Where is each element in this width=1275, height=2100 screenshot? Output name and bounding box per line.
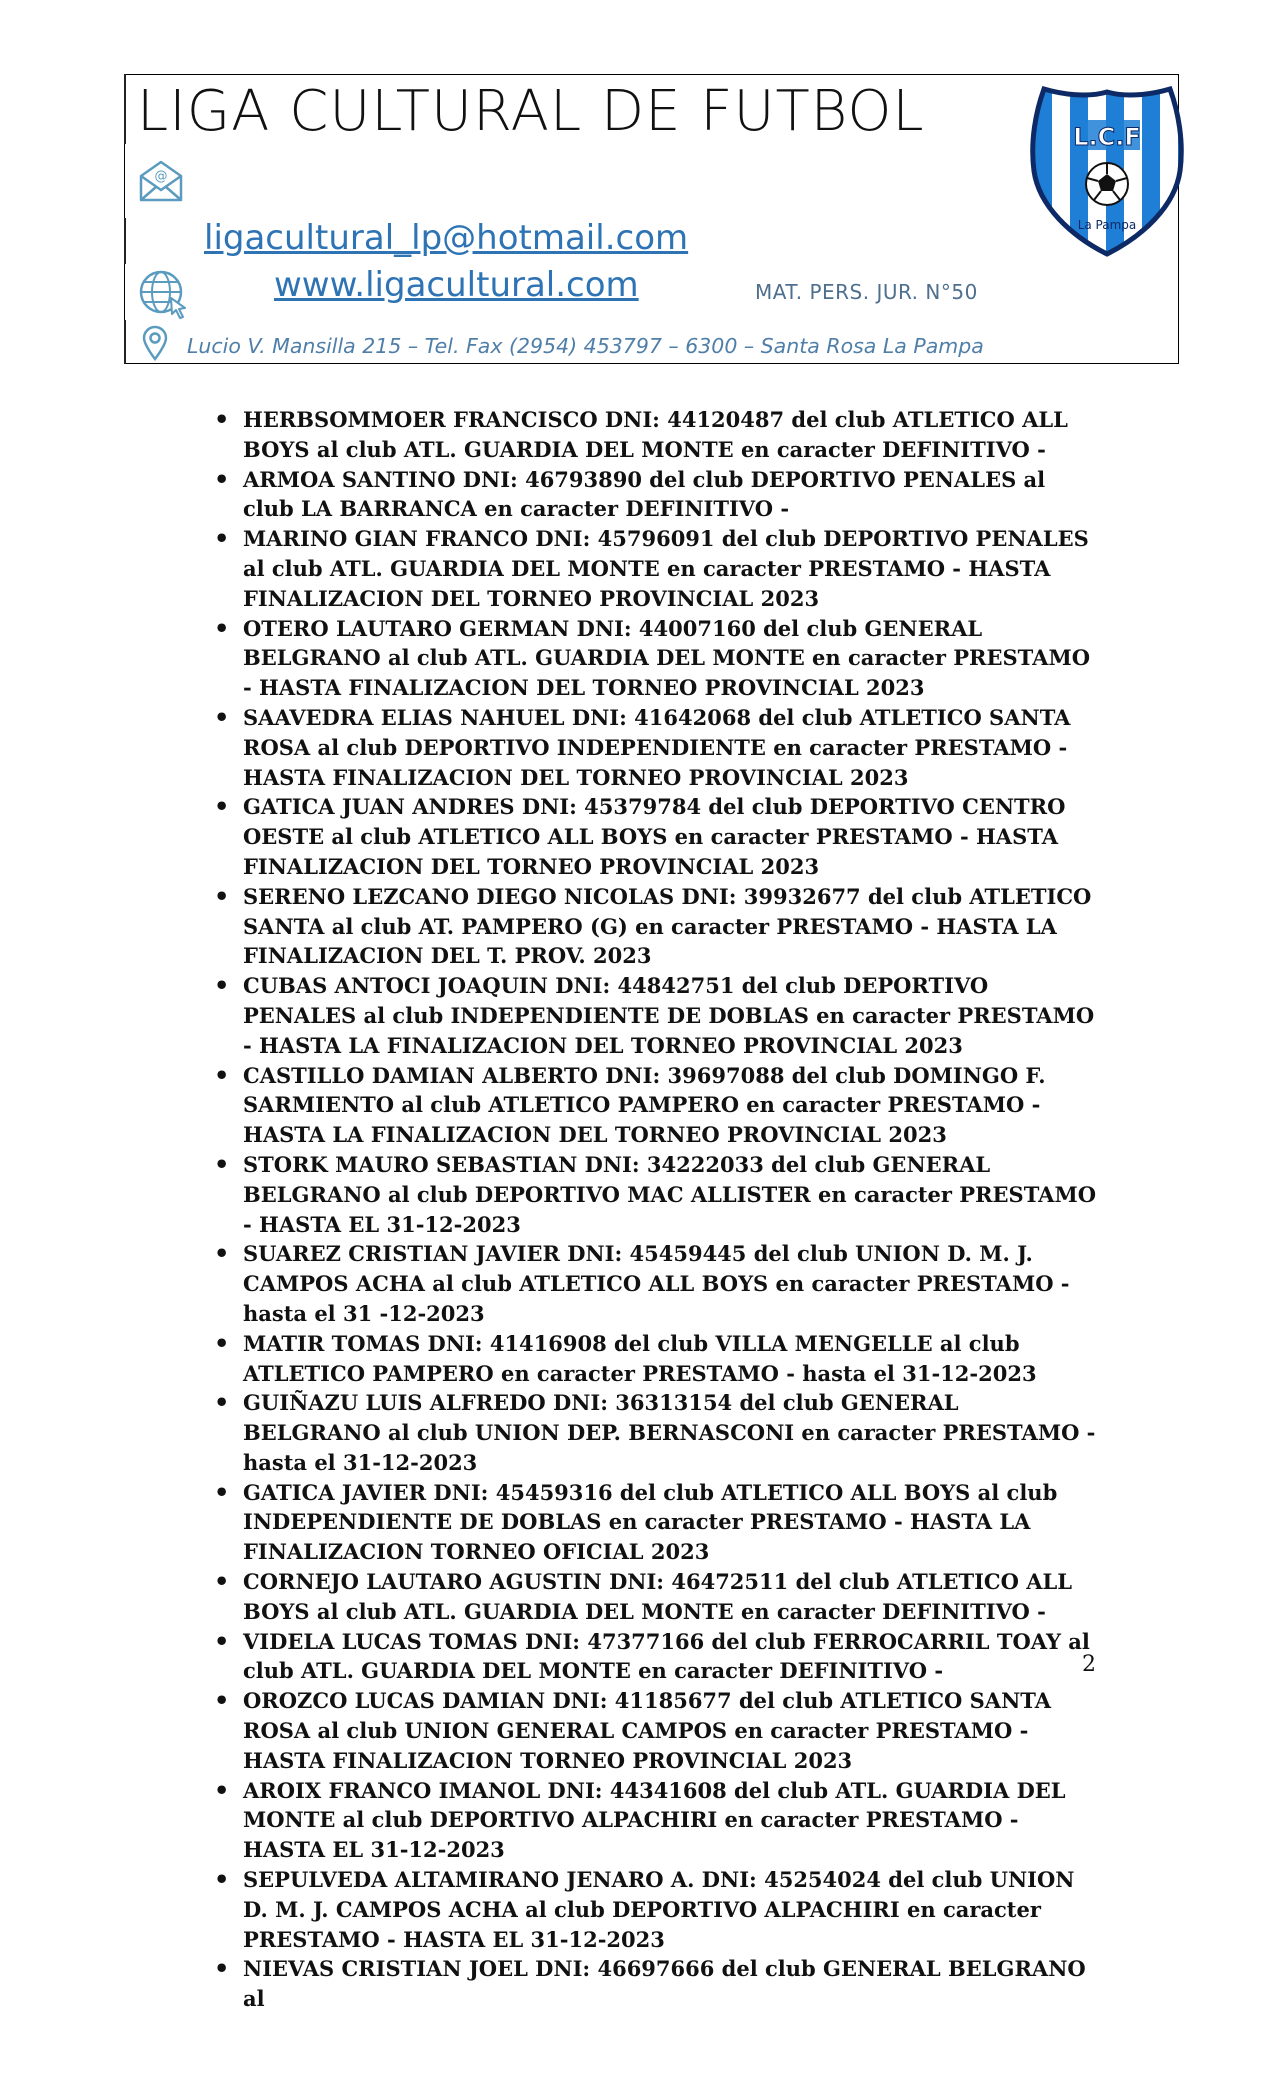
transfer-entry: • NIEVAS CRISTIAN JOEL DNI: 46697666 del club GENERAL BELGRANO al <box>243 1954 1098 2014</box>
transfer-entry: • MARINO GIAN FRANCO DNI: 45796091 del club DEPORTIVO PENALES al club ATL. GUARDIA DEL MONTE en caracter PRESTAMO - HASTA FINALIZACION DEL TORNEO PROVINCIAL 2023 <box>243 524 1098 613</box>
header-divider <box>124 320 126 364</box>
transfer-entry: • CORNEJO LAUTARO AGUSTIN DNI: 46472511 del club ATLETICO ALL BOYS al club ATL. GUARDIA DEL MONTE en caracter DEFINITIVO - <box>243 1567 1098 1627</box>
transfer-entry: • GATICA JAVIER DNI: 45459316 del club ATLETICO ALL BOYS al club INDEPENDIENTE DE DOBLAS en caracter PRESTAMO - HASTA LA FINALIZACION TORNEO OFICIAL 2023 <box>243 1478 1098 1567</box>
transfer-entry: • OROZCO LUCAS DAMIAN DNI: 41185677 del club ATLETICO SANTA ROSA al club UNION GENERAL CAMPOS en caracter PRESTAMO - HASTA FINALIZACION TORNEO PROVINCIAL 2023 <box>243 1686 1098 1775</box>
globe-icon <box>137 268 193 320</box>
transfer-entry: • SUAREZ CRISTIAN JAVIER DNI: 45459445 del club UNION D. M. J. CAMPOS ACHA al club ATLETICO ALL BOYS en caracter PRESTAMO - hasta el 31 -12-2023 <box>243 1239 1098 1328</box>
transfer-list <box>243 405 1098 2014</box>
location-pin-icon <box>141 325 169 361</box>
website-link[interactable]: www.ligacultural.com <box>274 265 639 305</box>
address-line: Lucio V. Mansilla 215 – Tel. Fax (2954) 453797 – 6300 – Santa Rosa La Pampa <box>187 334 984 358</box>
transfer-entry: • GUIÑAZU LUIS ALFREDO DNI: 36313154 del club GENERAL BELGRANO al club UNION DEP. BERNASCONI en caracter PRESTAMO - hasta el 31-12-2023 <box>243 1388 1098 1477</box>
club-shield-logo <box>1026 86 1188 258</box>
registration-number: MAT. PERS. JUR. N°50 <box>755 280 978 304</box>
logo-caption: La Pampa <box>1077 218 1137 232</box>
header-divider <box>124 218 126 264</box>
logo-initials: L.C.F <box>1073 123 1141 151</box>
transfer-entry: • CUBAS ANTOCI JOAQUIN DNI: 44842751 del club DEPORTIVO PENALES al club INDEPENDIENTE DE DOBLAS en caracter PRESTAMO - HASTA LA FINALIZACION DEL TORNEO PROVINCIAL 2023 <box>243 971 1098 1060</box>
transfer-entry: • OTERO LAUTARO GERMAN DNI: 44007160 del club GENERAL BELGRANO al club ATL. GUARDIA DEL MONTE en caracter PRESTAMO - HASTA FINALIZACION DEL TORNEO PROVINCIAL 2023 <box>243 614 1098 703</box>
transfer-entry: • AROIX FRANCO IMANOL DNI: 44341608 del club ATL. GUARDIA DEL MONTE al club DEPORTIVO ALPACHIRI en caracter PRESTAMO - HASTA EL 31-12-2023 <box>243 1776 1098 1865</box>
email-link[interactable]: ligacultural_lp@hotmail.com <box>204 218 689 258</box>
svg-text:@: @ <box>154 169 168 184</box>
transfer-entry: • STORK MAURO SEBASTIAN DNI: 34222033 del club GENERAL BELGRANO al club DEPORTIVO MAC ALLISTER en caracter PRESTAMO - HASTA EL 31-12-2023 <box>243 1150 1098 1239</box>
transfer-entry: • CASTILLO DAMIAN ALBERTO DNI: 39697088 del club DOMINGO F. SARMIENTO al club ATLETICO PAMPERO en caracter PRESTAMO - HASTA LA FINALIZACION DEL TORNEO PROVINCIAL 2023 <box>243 1061 1098 1150</box>
transfer-entry: • GATICA JUAN ANDRES DNI: 45379784 del club DEPORTIVO CENTRO OESTE al club ATLETICO ALL BOYS en caracter PRESTAMO - HASTA FINALIZACION DEL TORNEO PROVINCIAL 2023 <box>243 792 1098 881</box>
envelope-icon <box>137 156 185 204</box>
transfer-entry: • HERBSOMMOER FRANCISCO DNI: 44120487 del club ATLETICO ALL BOYS al club ATL. GUARDIA DEL MONTE en caracter DEFINITIVO - <box>243 405 1098 465</box>
transfer-entry: • ARMOA SANTINO DNI: 46793890 del club DEPORTIVO PENALES al club LA BARRANCA en caracter DEFINITIVO - <box>243 465 1098 525</box>
transfer-entry: • SEPULVEDA ALTAMIRANO JENARO A. DNI: 45254024 del club UNION D. M. J. CAMPOS ACHA al club DEPORTIVO ALPACHIRI en caracter PRESTAMO - HASTA EL 31-12-2023 <box>243 1865 1098 1954</box>
transfer-entry: • SERENO LEZCANO DIEGO NICOLAS DNI: 39932677 del club ATLETICO SANTA al club AT. PAMPERO (G) en caracter PRESTAMO - HASTA LA FINALIZACION DEL T. PROV. 2023 <box>243 882 1098 971</box>
page-number: 2 <box>1082 1652 1096 1677</box>
transfer-entry: • MATIR TOMAS DNI: 41416908 del club VILLA MENGELLE al club ATLETICO PAMPERO en caracter PRESTAMO - hasta el 31-12-2023 <box>243 1329 1098 1389</box>
transfer-entry: • VIDELA LUCAS TOMAS DNI: 47377166 del club FERROCARRIL TOAY al club ATL. GUARDIA DEL MONTE en caracter DEFINITIVO - <box>243 1627 1098 1687</box>
header-divider <box>124 74 126 144</box>
transfer-entry: • SAAVEDRA ELIAS NAHUEL DNI: 41642068 del club ATLETICO SANTA ROSA al club DEPORTIVO INDEPENDIENTE en caracter PRESTAMO - HASTA FINALIZACION DEL TORNEO PROVINCIAL 2023 <box>243 703 1098 792</box>
organization-title: LIGA CULTURAL DE FUTBOL <box>137 79 925 144</box>
